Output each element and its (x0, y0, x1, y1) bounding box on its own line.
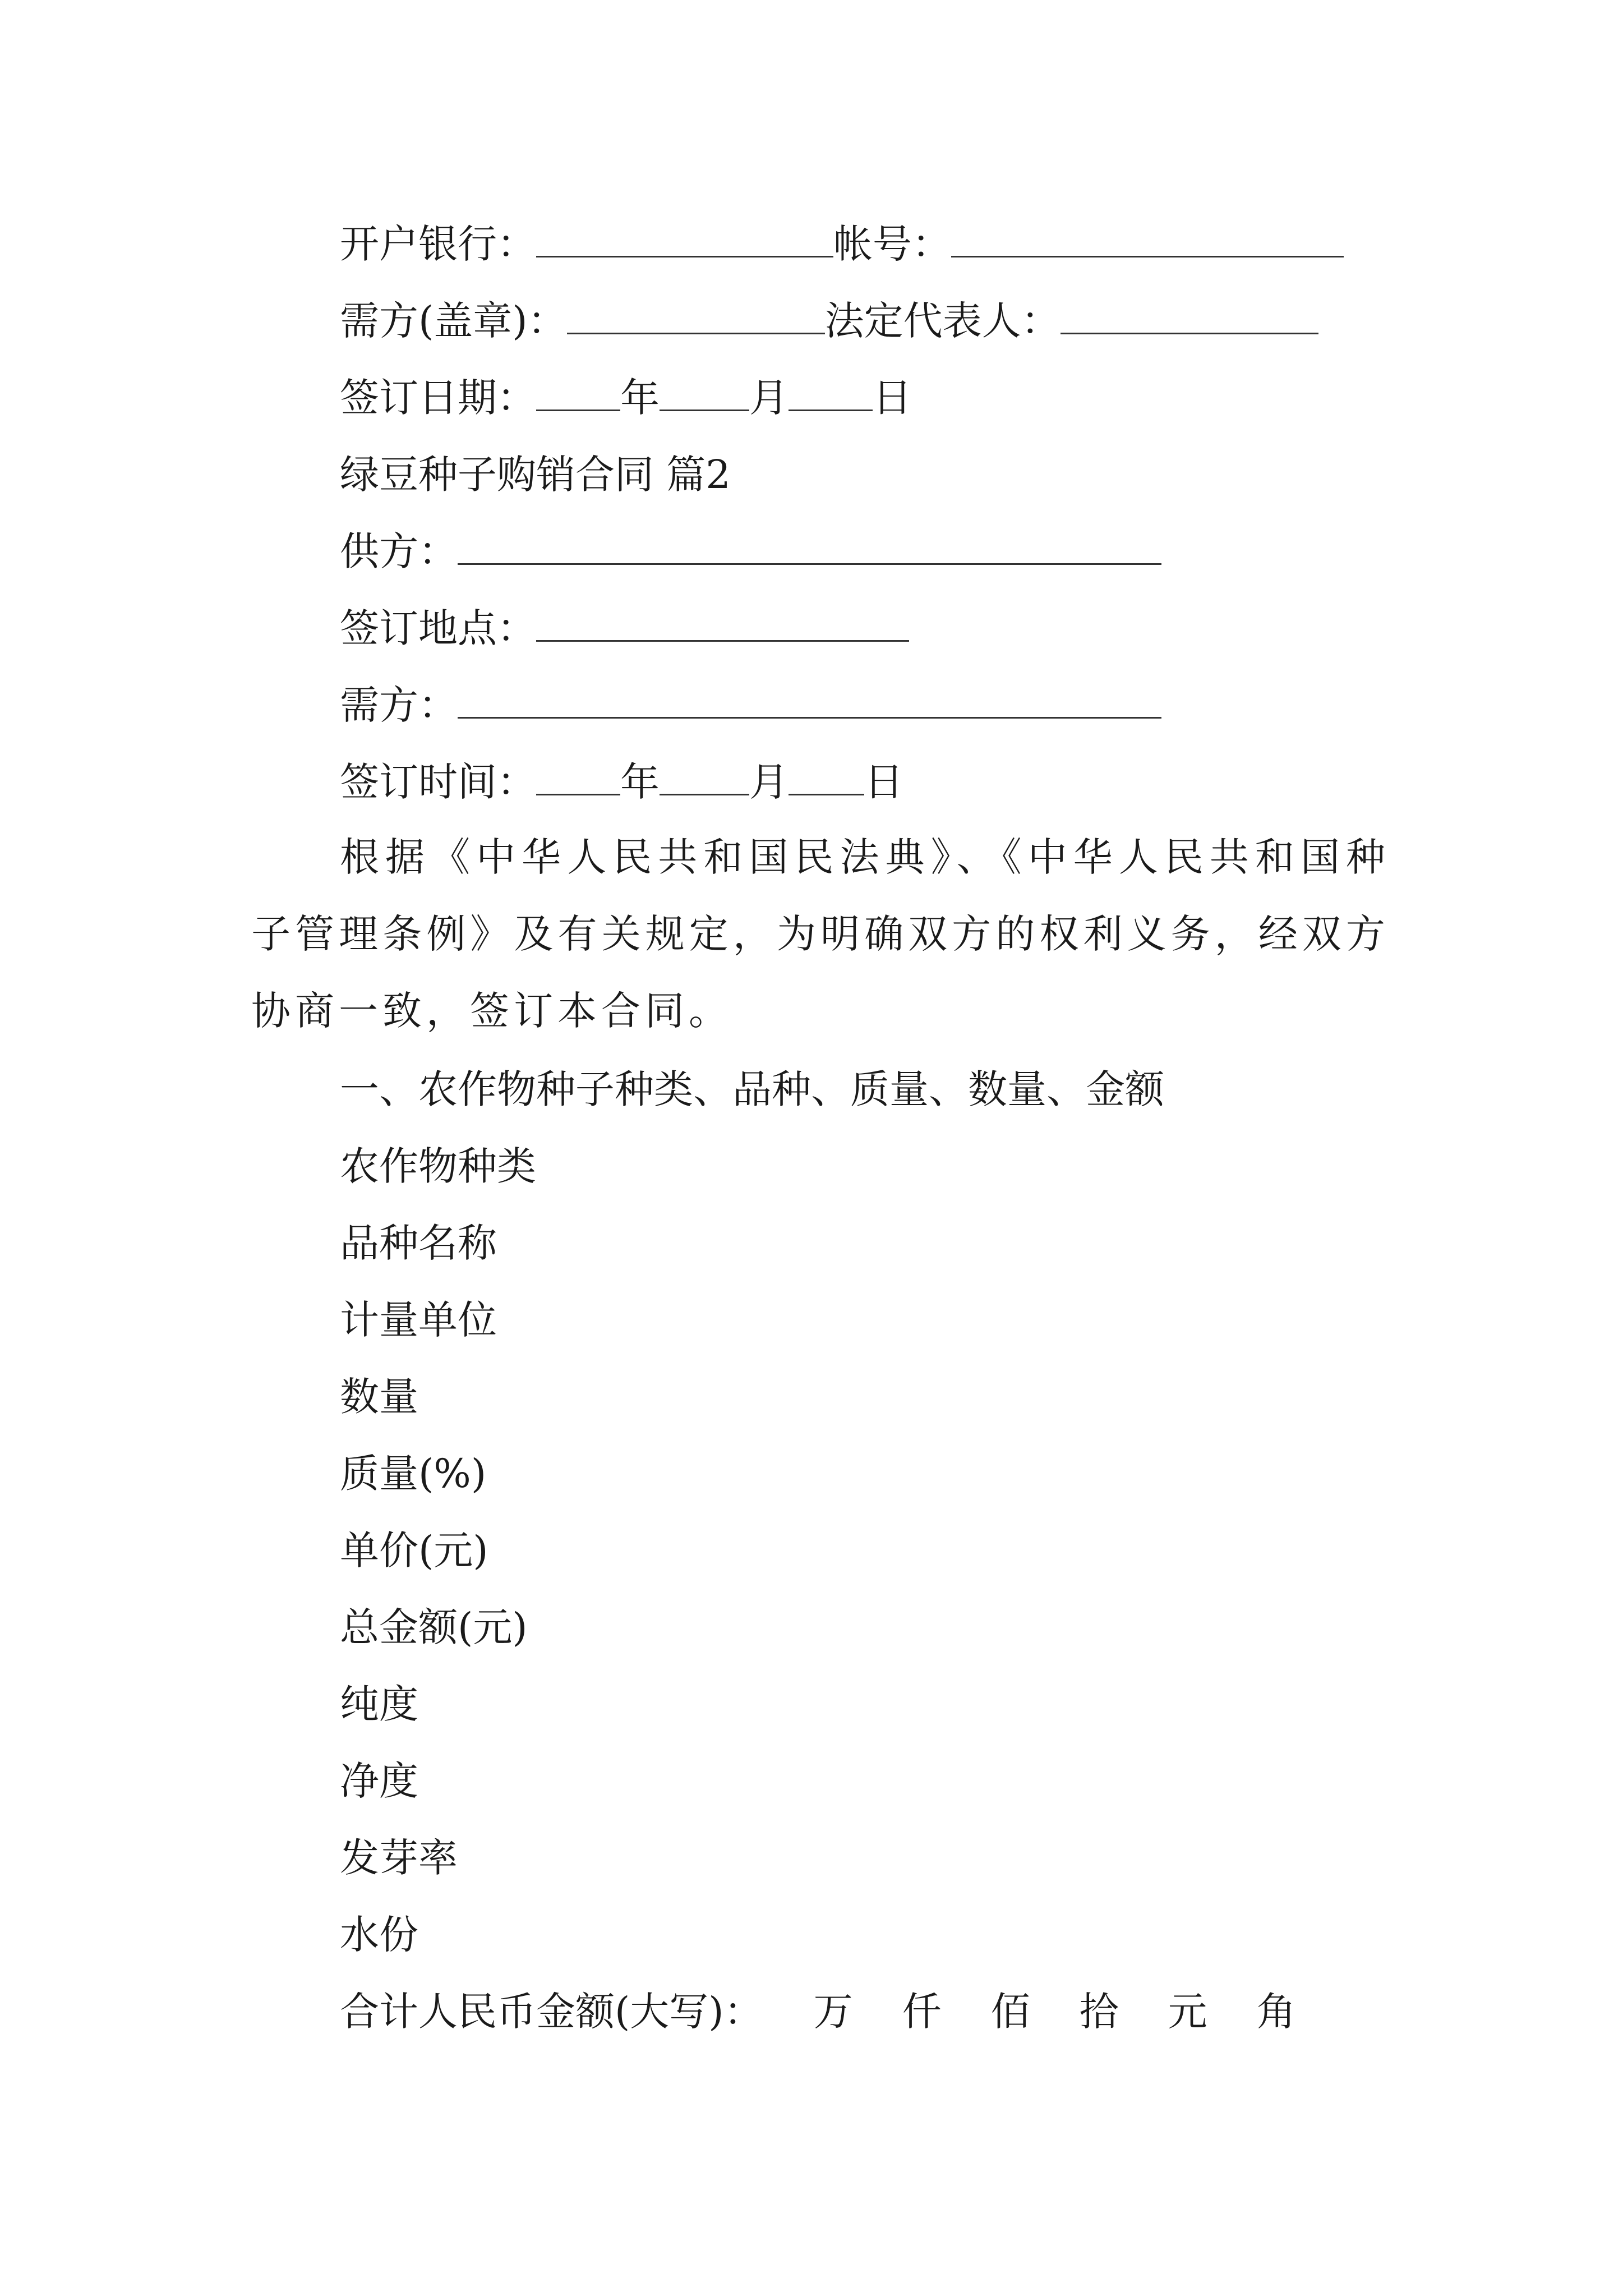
sign-place-label: 签订地点： (340, 605, 536, 651)
sign-time-label: 签订时间： (340, 759, 536, 805)
field-quality: 质量(%) (340, 1451, 487, 1497)
sign-time-line (340, 757, 903, 807)
field-variety-name: 品种名称 (340, 1220, 497, 1266)
sign-date-day-blank[interactable] (789, 374, 873, 411)
field-crop-type: 农作物种类 (340, 1143, 536, 1189)
clause-1-heading: 一、农作物种子种类、品种、质量、数量、金额 (340, 1066, 1164, 1112)
sign-place-blank[interactable] (536, 604, 909, 642)
field-total-amount: 总金额(元) (340, 1604, 528, 1650)
unit-jiao: 角 (1256, 1989, 1296, 2035)
legal-rep-blank[interactable] (1061, 297, 1318, 334)
field-unit-price: 单价(元) (340, 1527, 488, 1573)
account-label: 帐号： (833, 221, 951, 267)
intro-paragraph: 根据《中华人民共和国民法典》、《中华人民共和国种子管理条例》及有关规定，为明确双方的权利义务，经双方协商一致，签订本合同。 (251, 834, 1390, 1034)
bank-blank[interactable] (536, 220, 833, 257)
sign-time-year-blank[interactable] (536, 758, 620, 795)
unit-bai: 佰 (990, 1989, 1030, 2035)
supplier-blank[interactable] (458, 527, 1161, 565)
supplier-label: 供方： (340, 528, 458, 574)
section-title: 绿豆种子购销合同 篇2 (340, 452, 731, 498)
bank-account-line (340, 219, 1344, 269)
field-germination-rate: 发芽率 (340, 1835, 458, 1881)
total-amount-line (340, 1986, 1296, 2037)
sign-date-month-label: 月 (749, 375, 789, 421)
sign-date-label: 签订日期： (340, 375, 536, 421)
total-amount-label: 合计人民币金额(大写)： (340, 1989, 763, 2035)
legal-rep-label: 法定代表人： (824, 298, 1061, 344)
sign-date-day-label: 日 (873, 375, 912, 421)
unit-shi: 拾 (1079, 1989, 1119, 2035)
buyer-seal-line (340, 296, 1318, 346)
account-blank[interactable] (951, 220, 1344, 257)
sign-date-year-label: 年 (620, 375, 660, 421)
sign-date-year-blank[interactable] (536, 374, 620, 411)
sign-date-line (340, 372, 912, 423)
field-cleanliness: 净度 (340, 1758, 418, 1804)
field-unit: 计量单位 (340, 1297, 497, 1343)
sign-time-day-label: 日 (864, 759, 903, 805)
supplier-line (340, 526, 1161, 577)
unit-wan: 万 (813, 1989, 853, 2035)
field-purity: 纯度 (340, 1681, 418, 1727)
unit-qian: 仟 (902, 1989, 942, 2035)
buyer-line (340, 680, 1161, 730)
sign-place-line (340, 603, 909, 654)
sign-time-year-label: 年 (620, 759, 660, 805)
sign-time-month-blank[interactable] (660, 758, 749, 795)
field-moisture: 水份 (340, 1912, 418, 1958)
sign-time-month-label: 月 (749, 759, 789, 805)
buyer-label: 需方： (340, 682, 458, 728)
unit-yuan: 元 (1168, 1989, 1207, 2035)
buyer-seal-blank[interactable] (567, 297, 825, 334)
buyer-seal-label: 需方(盖章)： (340, 298, 567, 344)
sign-date-month-blank[interactable] (660, 374, 749, 411)
field-quantity: 数量 (340, 1374, 418, 1420)
buyer-blank[interactable] (458, 681, 1161, 719)
bank-label: 开户银行： (340, 221, 536, 267)
sign-time-day-blank[interactable] (789, 758, 864, 795)
